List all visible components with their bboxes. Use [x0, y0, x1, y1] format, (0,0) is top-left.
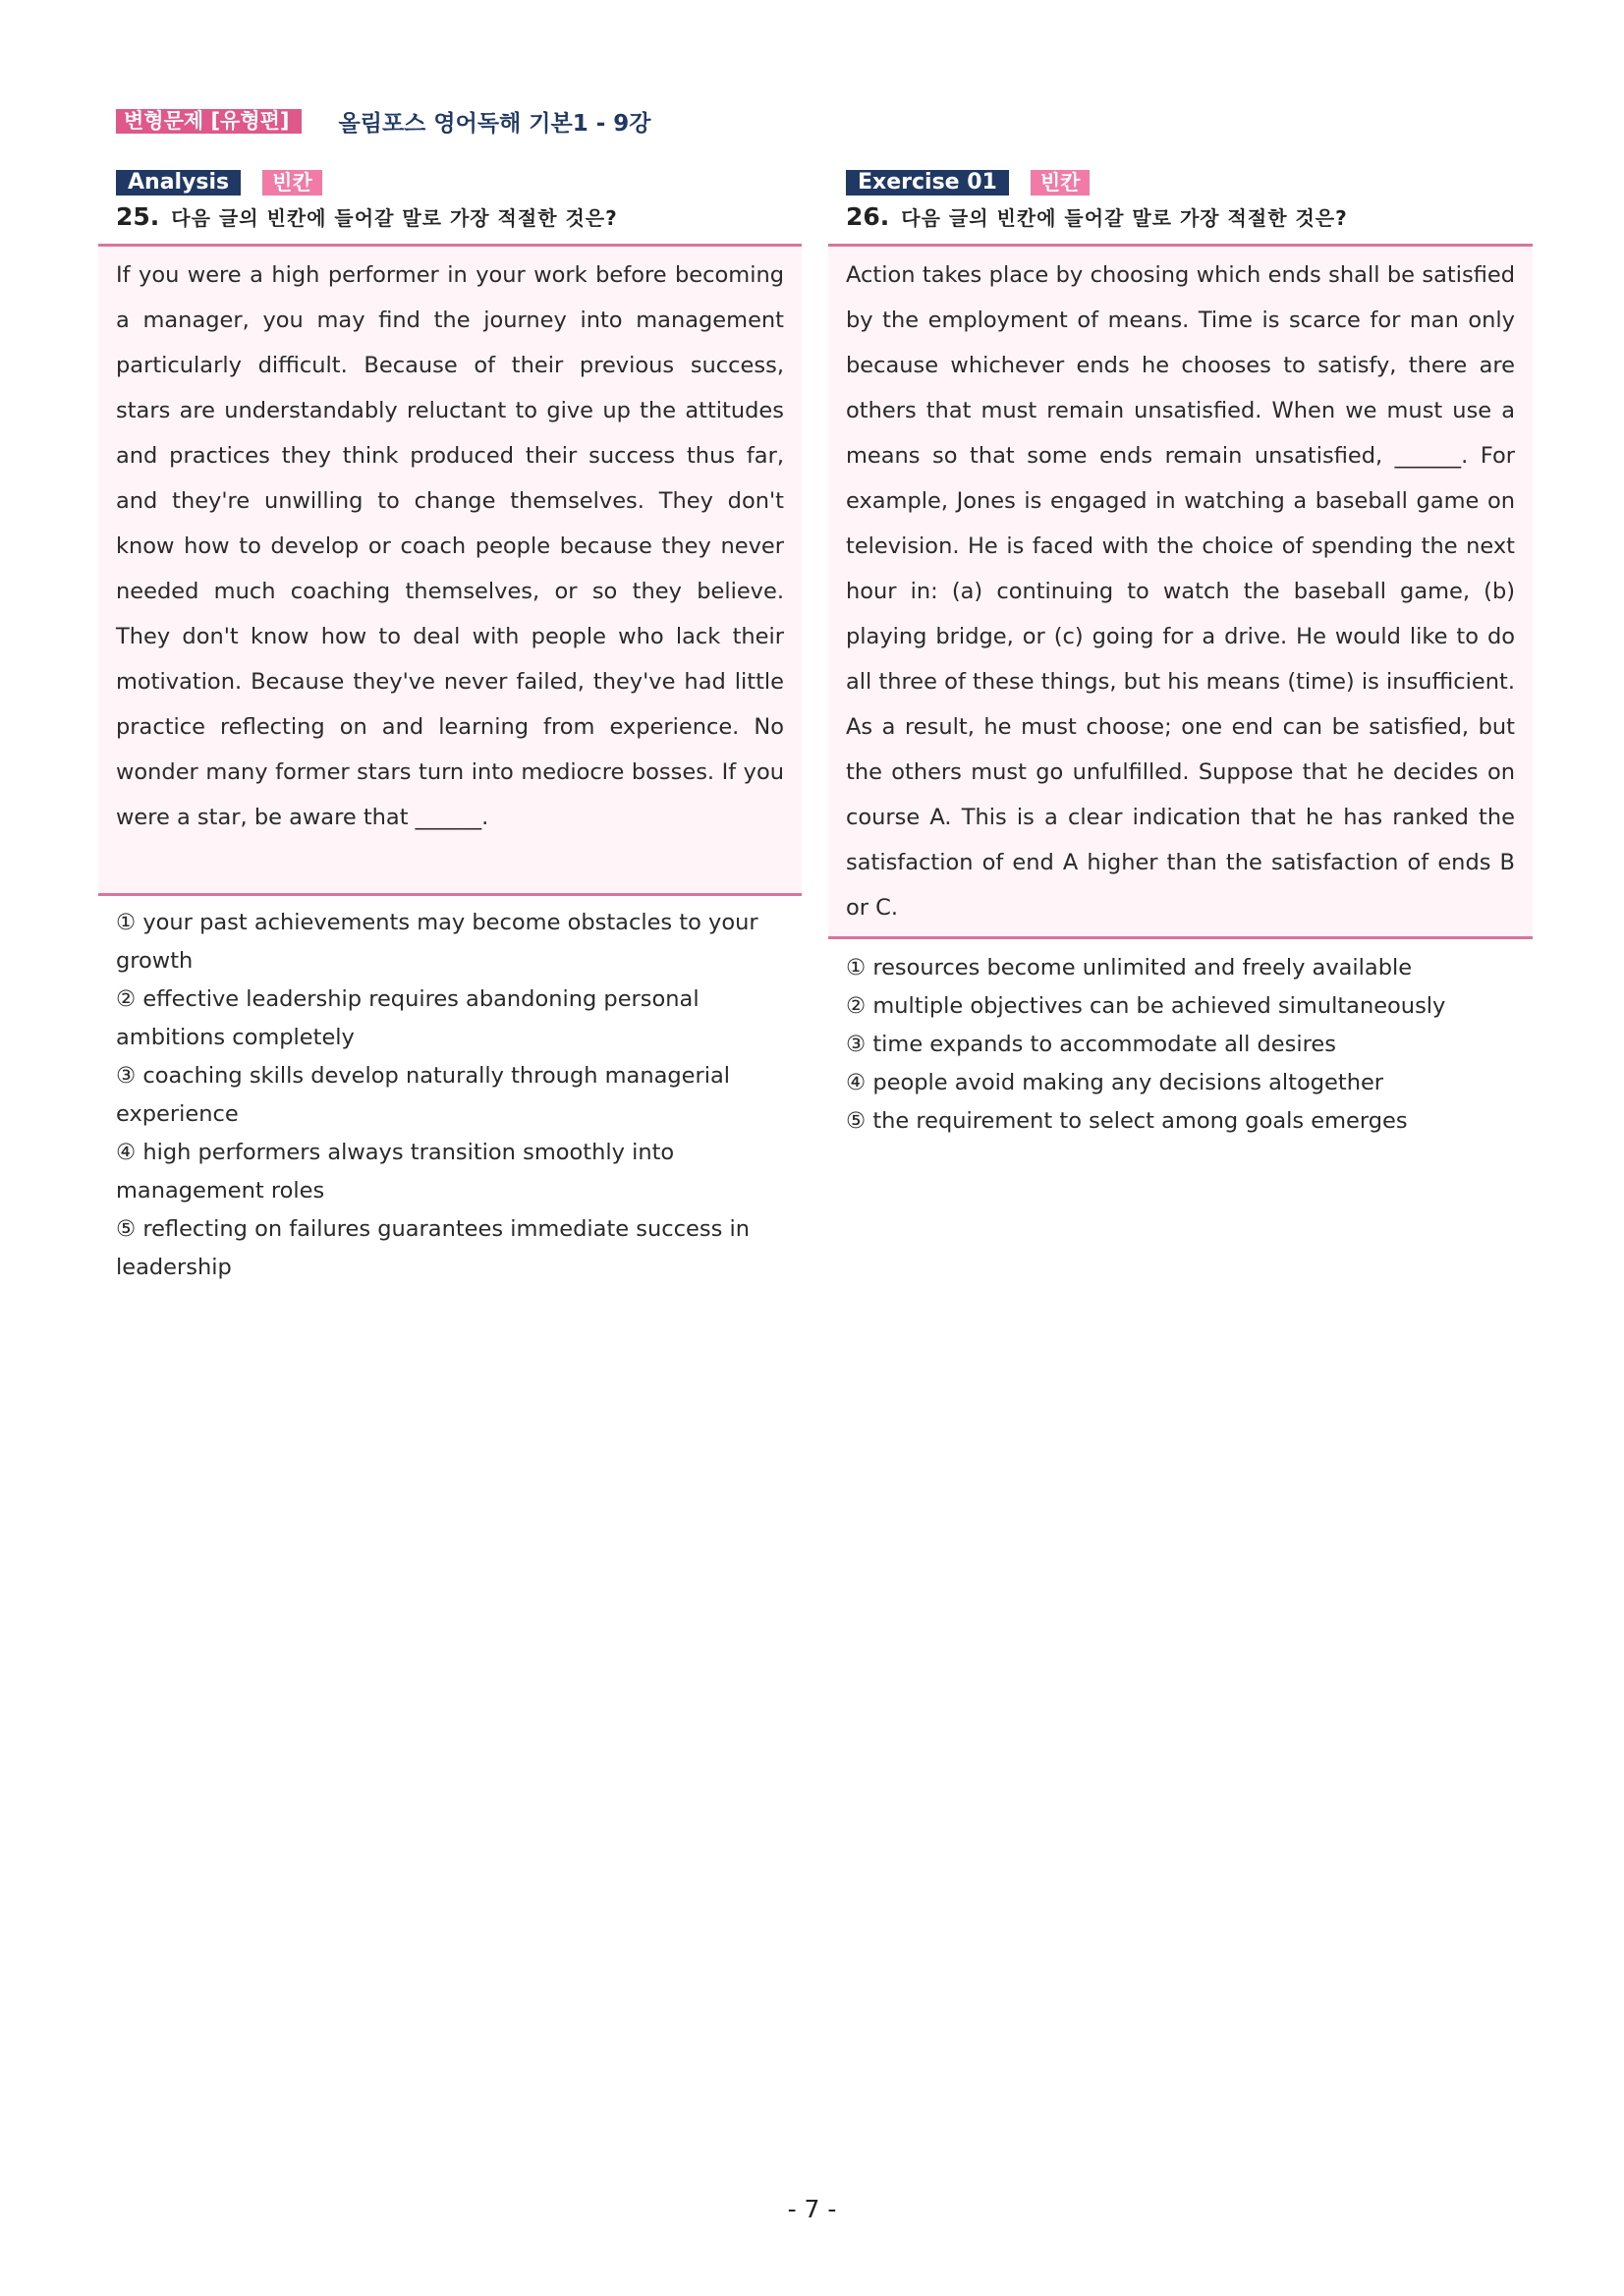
- answer-choice: ① your past achievements may become obstacles to your growth: [116, 910, 758, 974]
- question-header: [846, 202, 1533, 238]
- answer-choice: ⑤ reflecting on failures guarantees immediate success in leadership: [116, 1216, 750, 1280]
- header-title: 올림포스 영어독해 기본1 - 9강: [338, 110, 651, 137]
- answer-choice: ④ people avoid making any decisions altogether: [846, 1070, 1384, 1095]
- answer-choice: ② multiple objectives can be achieved simultaneously: [846, 993, 1446, 1019]
- answer-choices: [98, 904, 802, 1287]
- passage-box: [98, 244, 802, 896]
- right-column: [828, 169, 1533, 1141]
- page-header: [116, 106, 651, 136]
- page-number: - 7 -: [787, 2195, 837, 2223]
- question-header: [116, 202, 802, 238]
- answer-choice: ② effective leadership requires abandoning personal ambitions completely: [116, 986, 700, 1050]
- question-number: 25.: [116, 202, 160, 231]
- question-text: 다음 글의 빈칸에 들어갈 말로 가장 적절한 것은?: [171, 206, 618, 230]
- answer-choice: ① resources become unlimited and freely available: [846, 955, 1413, 980]
- passage-text: If you were a high performer in your work before becoming a manager, you may find the journey into management particularly difficult. Because of their previous success, stars are understandably reluctant to give up the attitudes and practices they think produced their success thus far, and they're unwilling to change themselves. They don't know how to develop or coach people because they never needed much coaching themselves, or so they believe. They don't know how to deal with people who lack their motivation. Because they've never failed, they've had little practice reflecting on and learning from experience. No wonder many former stars turn into mediocre bosses. If you were a star, be aware that ______.: [116, 262, 784, 830]
- question-number: 26.: [846, 202, 890, 231]
- passage-text: Action takes place by choosing which ends shall be satisfied by the employment of means. Time is scarce for man only because whichever ends he chooses to satisfy, there are others that must remain unsatisfied. When we must use a means so that some ends remain unsatisfied, ______. For example, Jones is engaged in watching a baseball game on television. He is faced with the choice of spending the next hour in: (a) continuing to watch the baseball game, (b) playing bridge, or (c) going for a drive. He would like to do all three of these things, but his means (time) is insufficient. As a result, he must choose; one end can be satisfied, but the others must go unfulfilled. Suppose that he decides on course A. This is a clear indication that he has ranked the satisfaction of end A higher than the satisfaction of ends B or C.: [846, 262, 1515, 921]
- question-text: 다음 글의 빈칸에 들어갈 말로 가장 적절한 것은?: [901, 206, 1348, 230]
- left-column: [98, 169, 802, 1287]
- type-tag: 빈칸: [262, 170, 322, 196]
- answer-choice: ③ coaching skills develop naturally through managerial experience: [116, 1063, 731, 1127]
- right-tags: [846, 169, 1533, 196]
- header-tag: 변형문제 [유형편]: [116, 109, 302, 134]
- section-label: Analysis: [116, 170, 241, 196]
- answer-choice: ④ high performers always transition smoothly into management roles: [116, 1140, 675, 1204]
- answer-choice: ③ time expands to accommodate all desires: [846, 1032, 1336, 1057]
- answer-choice: ⑤ the requirement to select among goals emerges: [846, 1108, 1408, 1134]
- answer-choices: [828, 949, 1533, 1141]
- left-tags: [116, 169, 802, 196]
- section-label: Exercise 01: [846, 170, 1009, 196]
- type-tag: 빈칸: [1031, 170, 1091, 196]
- passage-box: [828, 244, 1533, 939]
